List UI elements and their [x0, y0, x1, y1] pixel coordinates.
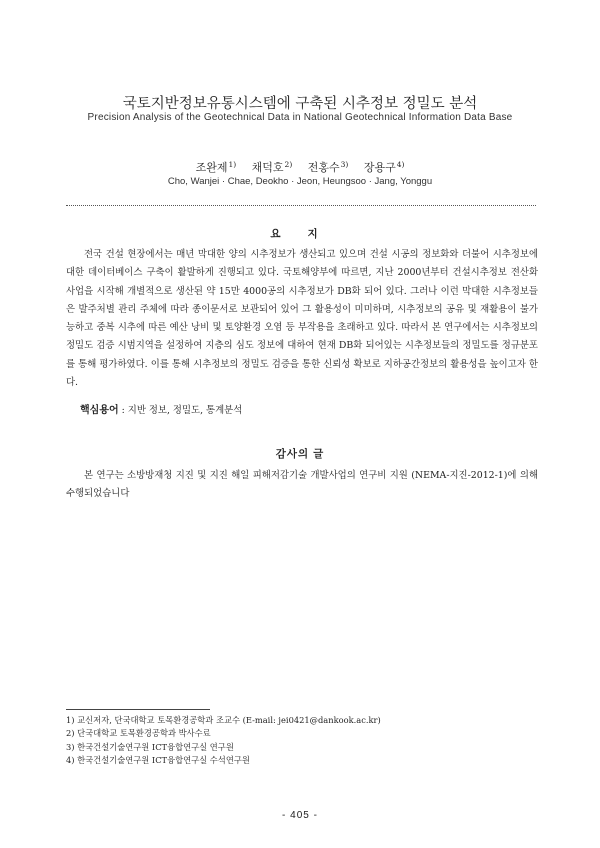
author-list-korean	[0, 159, 600, 175]
footnote: 4) 한국건설기술연구원 ICT융합연구실 수석연구원	[66, 755, 250, 766]
footnote: 2) 단국대학교 토목환경공학과 박사수료	[66, 728, 211, 739]
keywords-values: 지반 정보, 정밀도, 통계분석	[127, 405, 243, 416]
abstract-heading: 요 지	[270, 228, 330, 240]
keywords-separator: :	[118, 405, 128, 416]
author-footnote-mark: 3)	[340, 160, 349, 169]
author-name: 채덕호	[251, 161, 284, 174]
author	[196, 161, 237, 174]
footnotes	[66, 714, 536, 768]
abstract-body: 전국 건설 현장에서는 매년 막대한 양의 시추정보가 생산되고 있으며 건설 시공의 정보화와 더불어 시추정보에 대한 데이터베이스 구축이 활발하게 진행되고 있다. 국토해양부에 따르면, 지난 2000년부터 건설시추정보 전산화 사업을 시작해 개별적으로 생산된 약 15만 4000공의 시추정보가 DB화 되어 있다. 그러나 이런 막대한 시추정보들은 발주처별 관리 주체에 따라 종이문서로 보관되어 있어 그 활용성이 미미하며, 시추정보의 공유 및 재활용이 불가능하고 중복 시추에 따른 예산 낭비 및 토양환경 오염 등 부작용을 초래하고 있다. 따라서 본 연구에서는 시추정보의 정밀도 검증 시범지역을 설정하여 지층의 심도 정보에 대하여 현재 DB화 되어있는 시추정보들의 정밀도를 정규분포를 통해 평가하였다. 이를 통해 시추정보의 정밀도 검증을 통한 신뢰성 확보로 지하공간정보의 활용성을 높이고자 한다.	[66, 249, 538, 389]
author-footnote-mark: 4)	[396, 160, 405, 169]
footnote: 3) 한국건설기술연구원 ICT융합연구실 연구원	[66, 741, 234, 752]
author	[252, 161, 293, 174]
keywords	[80, 401, 540, 416]
author-name: 장용구	[363, 161, 396, 174]
keywords-label: 핵심용어	[80, 405, 119, 416]
page-number: - 405 -	[282, 810, 318, 821]
author-name: 조완제	[195, 161, 228, 174]
author	[308, 161, 349, 174]
acknowledgement-heading: 감사의 글	[275, 448, 325, 460]
author-footnote-mark: 1)	[228, 160, 237, 169]
author-list-english: Cho, Wanjei · Chae, Deokho · Jeon, Heungsoo · Jang, Yonggu	[167, 176, 433, 187]
author	[364, 161, 405, 174]
footnote-rule	[66, 709, 210, 710]
paper-title-korean: 국토지반정보유통시스템에 구축된 시추정보 정밀도 분석	[122, 96, 478, 112]
author-name: 전홍수	[307, 161, 340, 174]
paper-title-english: Precision Analysis of the Geotechnical Data in National Geotechnical Information Data Base	[87, 112, 513, 123]
acknowledgement-body: 본 연구는 소방방재청 지진 및 지진 해일 피해저감기술 개발사업의 연구비 지원 (NEMA-지진-2012-1)에 의해 수행되었습니다	[66, 470, 538, 499]
author-footnote-mark: 2)	[284, 160, 293, 169]
footnote: 1) 교신저자, 단국대학교 토목환경공학과 조교수 (E-mail: jei0421@dankook.ac.kr)	[66, 715, 381, 725]
dotted-divider	[66, 205, 536, 206]
